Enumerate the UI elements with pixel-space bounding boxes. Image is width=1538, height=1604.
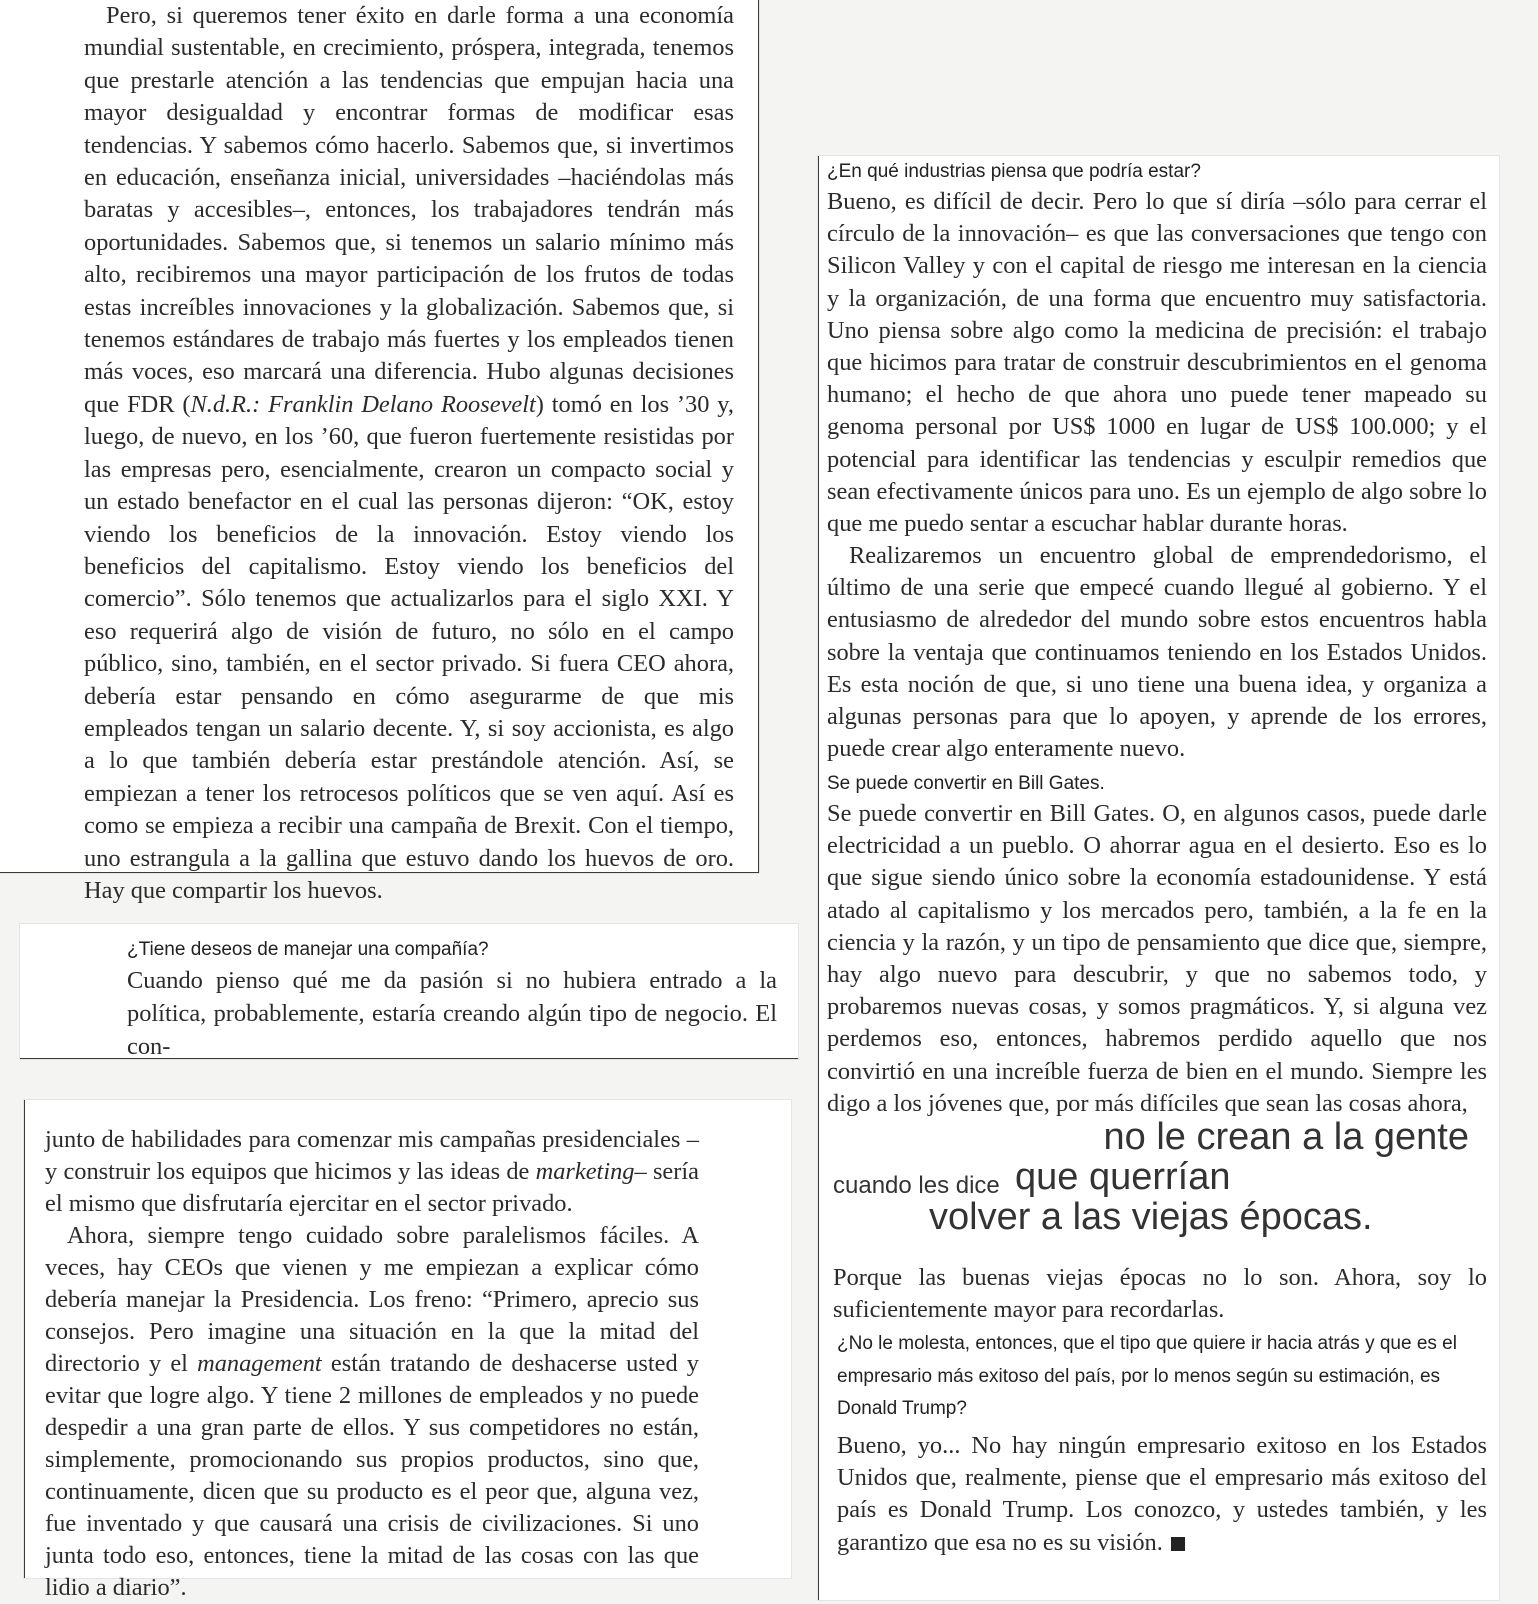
- clipping-question-company: [20, 924, 798, 1059]
- text-segment: Pero, si queremos tener éxito en darle forma a una economía mundial sustentable, en crecimiento, próspera, integrada, tenemos que prestarle atención a las tendencias que empujan hacia una mayor desigualdad y encontrar formas de modificar esas tendencias. Y sabemos cómo hacerlo. Sabemos que, si invertimos en educación, enseñanza inicial, universidades –haciéndolas más baratas y accesibles–, entonces, los trabajadores tendrán más oportunidades. Sabemos que, si tenemos un salario mínimo más alto, recibiremos una mayor participación de los frutos de todas estas increíbles innovaciones y la globalización. Sabemos que, si tenemos estándares de trabajo más fuertes y los empleados tienen más voces, eso marcará una diferencia. Hubo algunas decisiones que FDR (: [84, 2, 734, 418]
- paragraph-economy: [84, 0, 734, 907]
- pull-quote: [819, 1116, 1499, 1236]
- pull-quote-small: cuando les dice: [833, 1172, 1000, 1199]
- answer-industries: Bueno, es difícil de decir. Pero lo que sí diría –sólo para cerrar el círculo de la innovación– es que las conversaciones que tengo con Silicon Valley y con el capital de riesgo me interesan en la ciencia y la organización, de una forma que encuentro muy satisfactoria. Uno piensa sobre algo como la medicina de precisión: el trabajo que hicimos para tratar de construir descubrimientos en el genoma humano; el hecho de que ahora uno puede tener mapeado su genoma personal por US$ 1000 en lugar de US$ 100.000; y el potencial para identificar las tendencias y esculpir remedios que sean efectivamente únicos para uno. Es un ejemplo de algo sobre lo que me puedo sentar a escuchar hablar durante horas.: [827, 188, 1487, 538]
- text-segment: Bueno, yo... No hay ningún empresario exitoso en los Estados Unidos que, realmente, piense que el empresario más exitoso del país es Donald Trump. Los conozco, y ustedes también, y les garantizo que esa no es su visión.: [837, 1432, 1487, 1556]
- italic-term: marketing: [535, 1158, 635, 1185]
- text-segment: ) tomó en los ’30 y, luego, de nuevo, en los ’60, que fueron fuertemente resistidas por las empresas pero, esencialmente, crearon un compacto social y un estado benefactor en el cual las personas dijeron: “OK, estoy viendo los beneficios de la innovación. Estoy viendo los beneficios del capitalismo. Estoy viendo los beneficios del comercio”. Sólo tenemos que actualizarlos para el siglo XXI. Y eso requerirá algo de visión de futuro, no sólo en el campo público, sino, también, en el sector privado. Si fuera CEO ahora, debería estar pensando en cómo asegurarme de que mis empleados tengan un salario decente. Y, si soy accionista, es algo a lo que también debería estar prestándole atención. Así, se empiezan a tener los retrocesos políticos que se ven aquí. Así es como se empieza a recibir una campaña de Brexit. Con el tiempo, uno estrangula a la gallina que estuvo dando los huevos de oro. Hay que compartir los huevos.: [84, 390, 734, 904]
- answer-paragraph: Cuando pienso qué me da pasión si no hubiera entrado a la política, probablemente, estaría creando algún tipo de negocio. El con-: [127, 967, 777, 1060]
- paragraph-skills: [45, 1124, 699, 1220]
- text-segment: – sería el mismo que disfrutaría ejercitar en el sector privado.: [45, 1158, 699, 1217]
- answer-bill-gates: Se puede convertir en Bill Gates. O, en algunos casos, puede darle electricidad a un pueblo. O ahorrar agua en el desierto. Eso es lo que sigue siendo único sobre la economía estadounidense. Y está atado al capitalismo y los mercados pero, también, a la fe en la ciencia y la razón, y un tipo de pensamiento que dice que, siempre, hay algo nuevo para descubrir, y que no sabemos todo, y probaremos nuevas cosas, y somos pragmáticos. Y, si alguna vez perdemos eso, entonces, habremos perdido aquello que nos convirtió en una increíble fuerza de bien en el mundo. Siempre les digo a los jóvenes que, por más difíciles que sean las cosas ahora,: [827, 800, 1487, 1117]
- end-mark-icon: [1171, 1537, 1185, 1551]
- answer-old-times: Porque las buenas viejas épocas no lo son. Ahora, soy lo suficientemente mayor para recordarlas.: [833, 1264, 1487, 1324]
- pull-quote-line-3: volver a las viejas épocas.: [929, 1196, 1373, 1238]
- clipping-top-left: [0, 0, 759, 904]
- text-segment: junto de habilidades para comenzar mis campañas presidenciales –y construir los equipos que hicimos y las ideas de: [45, 1126, 699, 1185]
- clipping-bottom-left: [24, 1100, 791, 1601]
- italic-note: N.d.R.: Franklin Delano Roosevelt: [190, 390, 536, 418]
- question-trump: ¿No le molesta, entonces, que el tipo que quiere ir hacia atrás y que es el empresario más exitoso del país, por lo menos según su estimación, es Donald Trump?: [837, 1333, 1457, 1419]
- question-heading: ¿Tiene deseos de manejar una compañía?: [127, 939, 489, 960]
- question-bill-gates: Se puede convertir en Bill Gates.: [827, 773, 1105, 794]
- answer-trump: [837, 1430, 1487, 1559]
- text-segment: están tratando de deshacerse usted y evitar que logre algo. Y tiene 2 millones de empleados y no puede despedir a una gran parte de ellos. Y sus competidores no están, simplemente, promocionando sus propios productos, sino que, continuamente, dicen que su producto es el peor que, alguna vez, fue inventado y que causará una crisis de civilizaciones. Si uno junta todo eso, entonces, tiene la mitad de las cosas con las que lidio a diario”.: [45, 1350, 699, 1601]
- pull-quote-line-1: no le crean a la gente: [1103, 1116, 1469, 1158]
- question-industries: ¿En qué industrias piensa que podría estar?: [827, 161, 1201, 182]
- pull-quote-line-2: que querrían: [1015, 1156, 1231, 1198]
- paragraph-entrepreneurship: Realizaremos un encuentro global de emprendedorismo, el último de una serie que empecé cuando llegué al gobierno. Y el entusiasmo de alrededor del mundo sobre estos encuentros habla sobre la ventaja que continuamos teniendo en los Estados Unidos. Es esta noción de que, si uno tiene una buena idea, y organiza a algunas personas para que lo apoyen, y aprende de los errores, puede crear algo enteramente nuevo.: [827, 542, 1487, 763]
- text-segment: Ahora, siempre tengo cuidado sobre paralelismos fáciles. A veces, hay CEOs que vienen y me empiezan a explicar cómo debería manejar la Presidencia. Los freno: “Primero, aprecio sus consejos. Pero imagine una situación en la que la mitad del directorio y el: [45, 1222, 699, 1377]
- paragraph-parallels: [45, 1220, 699, 1604]
- italic-term: management: [197, 1350, 322, 1377]
- clipping-right-column: [818, 156, 1499, 1600]
